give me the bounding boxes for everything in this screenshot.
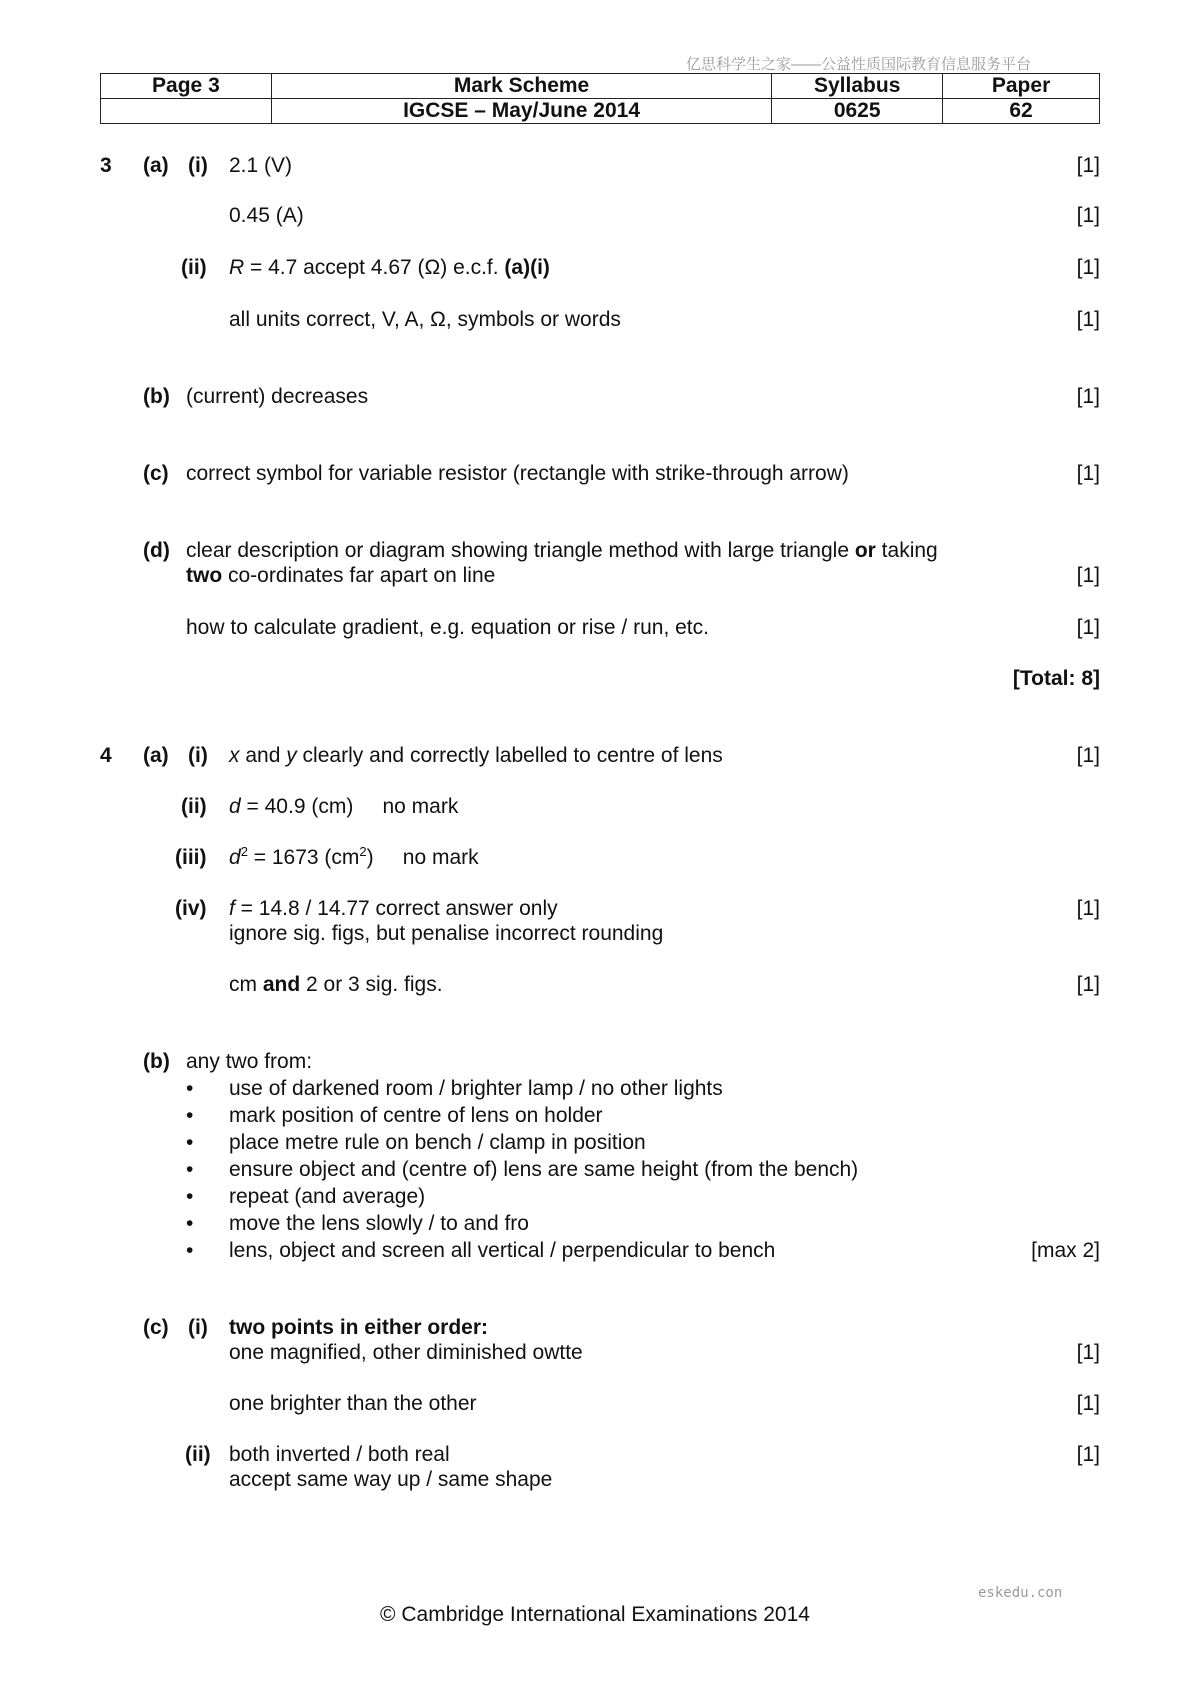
part-label: (c) [143, 1316, 169, 1339]
mark-value: [1] [1076, 1392, 1100, 1415]
answer-text [186, 565, 495, 586]
answer-text [186, 540, 938, 561]
answer-text-body: clearly and correctly labelled to centre of lens [296, 744, 723, 767]
subpart-label: (iii) [175, 846, 207, 869]
subpart-label: (i) [188, 1316, 208, 1339]
mark-value: [1] [1076, 1443, 1100, 1466]
part-label: (a) [143, 154, 169, 177]
copyright-footer: © Cambridge International Examinations 2014 [380, 1603, 810, 1626]
subpart-label: (iv) [175, 897, 207, 920]
variable-symbol: d [229, 846, 241, 869]
answer-text [229, 745, 723, 766]
answer-text: one magnified, other diminished owtte [229, 1341, 583, 1364]
cross-reference: (a)(i) [504, 256, 550, 279]
answer-text: (current) decreases [186, 385, 369, 408]
answer-heading: two points in either order: [229, 1316, 489, 1339]
answer-text: accept same way up / same shape [229, 1468, 553, 1491]
answer-text-body: 2 or 3 sig. figs. [300, 973, 443, 996]
bullet-icon: • [186, 1212, 194, 1235]
header-exam-session: IGCSE – May/June 2014 [271, 99, 771, 124]
answer-text-body: = 4.7 accept 4.67 (Ω) e.c.f. [244, 256, 505, 279]
emphasis: or [854, 539, 876, 562]
watermark-bottom: eskedu.con [978, 1585, 1063, 1601]
mark-value: [1] [1076, 154, 1100, 177]
header-mark-scheme: Mark Scheme [271, 74, 771, 99]
mark-value: [1] [1076, 973, 1100, 996]
mark-value: [1] [1076, 744, 1100, 767]
header-page-value [101, 99, 272, 124]
mark-value: [1] [1076, 462, 1100, 485]
bullet-icon: • [186, 1158, 194, 1181]
mark-value: [1] [1076, 385, 1100, 408]
answer-text-body: = 1673 (cm [247, 846, 360, 869]
mark-value: [1] [1076, 616, 1100, 639]
list-item: repeat (and average) [229, 1185, 426, 1208]
subpart-label: (i) [188, 154, 208, 177]
header-syllabus: Syllabus [772, 74, 943, 99]
variable-symbol: d [229, 795, 241, 818]
header-paper-number: 62 [943, 99, 1100, 124]
watermark-top: 亿思科学生之家——公益性质国际教育信息服务平台 [686, 56, 1032, 73]
answer-text: 2.1 (V) [229, 154, 293, 177]
mark-scheme-header-table [100, 73, 1100, 124]
superscript: 2 [240, 844, 248, 859]
answer-text-body: co-ordinates far apart on line [222, 564, 496, 587]
variable-symbol: R [229, 256, 245, 279]
answer-text [229, 257, 550, 278]
bullet-icon: • [186, 1131, 194, 1154]
answer-text-body: ) no mark [366, 846, 479, 869]
question-number: 4 [100, 744, 112, 767]
answer-text: one brighter than the other [229, 1392, 477, 1415]
answer-text [229, 844, 479, 869]
answer-text: both inverted / both real [229, 1443, 450, 1466]
answer-text [229, 796, 458, 817]
emphasis: and [262, 973, 301, 996]
bullet-icon: • [186, 1104, 194, 1127]
answer-text-body: = 40.9 (cm) no mark [240, 795, 459, 818]
mark-value: [1] [1076, 308, 1100, 331]
bullet-icon: • [186, 1185, 194, 1208]
answer-text: any two from: [186, 1050, 313, 1073]
answer-text: correct symbol for variable resistor (rectangle with strike-through arrow) [186, 462, 849, 485]
list-item: lens, object and screen all vertical / perpendicular to bench [229, 1239, 776, 1262]
mark-value: [1] [1076, 204, 1100, 227]
part-label: (b) [143, 1050, 170, 1073]
part-label: (d) [143, 539, 170, 562]
mark-value: [1] [1076, 897, 1100, 920]
answer-text: all units correct, V, A, Ω, symbols or words [229, 308, 621, 331]
part-label: (c) [143, 462, 169, 485]
list-item: mark position of centre of lens on holder [229, 1104, 603, 1127]
emphasis: two [186, 564, 223, 587]
list-item: move the lens slowly / to and fro [229, 1212, 529, 1235]
list-item: use of darkened room / brighter lamp / no other lights [229, 1077, 723, 1100]
header-paper: Paper [943, 74, 1100, 99]
mark-value: [1] [1076, 1341, 1100, 1364]
superscript: 2 [359, 844, 367, 859]
answer-text: 0.45 (A) [229, 204, 304, 227]
answer-text: ignore sig. figs, but penalise incorrect rounding [229, 922, 664, 945]
answer-text-body: clear description or diagram showing triangle method with large triangle [186, 539, 855, 562]
answer-text-body: taking [875, 539, 938, 562]
mark-value: [1] [1076, 256, 1100, 279]
bullet-icon: • [186, 1077, 194, 1100]
part-label: (a) [143, 744, 169, 767]
answer-text-body: cm [229, 973, 263, 996]
header-page: Page 3 [101, 74, 272, 99]
header-syllabus-code: 0625 [772, 99, 943, 124]
answer-text: how to calculate gradient, e.g. equation or rise / run, etc. [186, 616, 709, 639]
part-label: (b) [143, 385, 170, 408]
answer-text [229, 898, 558, 919]
mark-value: [max 2] [1031, 1239, 1100, 1262]
subpart-label: (i) [188, 744, 208, 767]
question-number: 3 [100, 154, 112, 177]
variable-symbol: x [229, 744, 240, 767]
variable-symbol: y [286, 744, 297, 767]
subpart-label: (ii) [185, 1443, 211, 1466]
subpart-label: (ii) [181, 795, 207, 818]
mark-value: [1] [1076, 564, 1100, 587]
answer-text-body: and [239, 744, 287, 767]
variable-symbol: f [229, 897, 235, 920]
subpart-label: (ii) [181, 256, 207, 279]
list-item: place metre rule on bench / clamp in position [229, 1131, 646, 1154]
answer-text [229, 974, 443, 995]
total-marks: [Total: 8] [1012, 667, 1100, 690]
bullet-icon: • [186, 1239, 194, 1262]
list-item: ensure object and (centre of) lens are same height (from the bench) [229, 1158, 859, 1181]
answer-text-body: = 14.8 / 14.77 correct answer only [234, 897, 558, 920]
